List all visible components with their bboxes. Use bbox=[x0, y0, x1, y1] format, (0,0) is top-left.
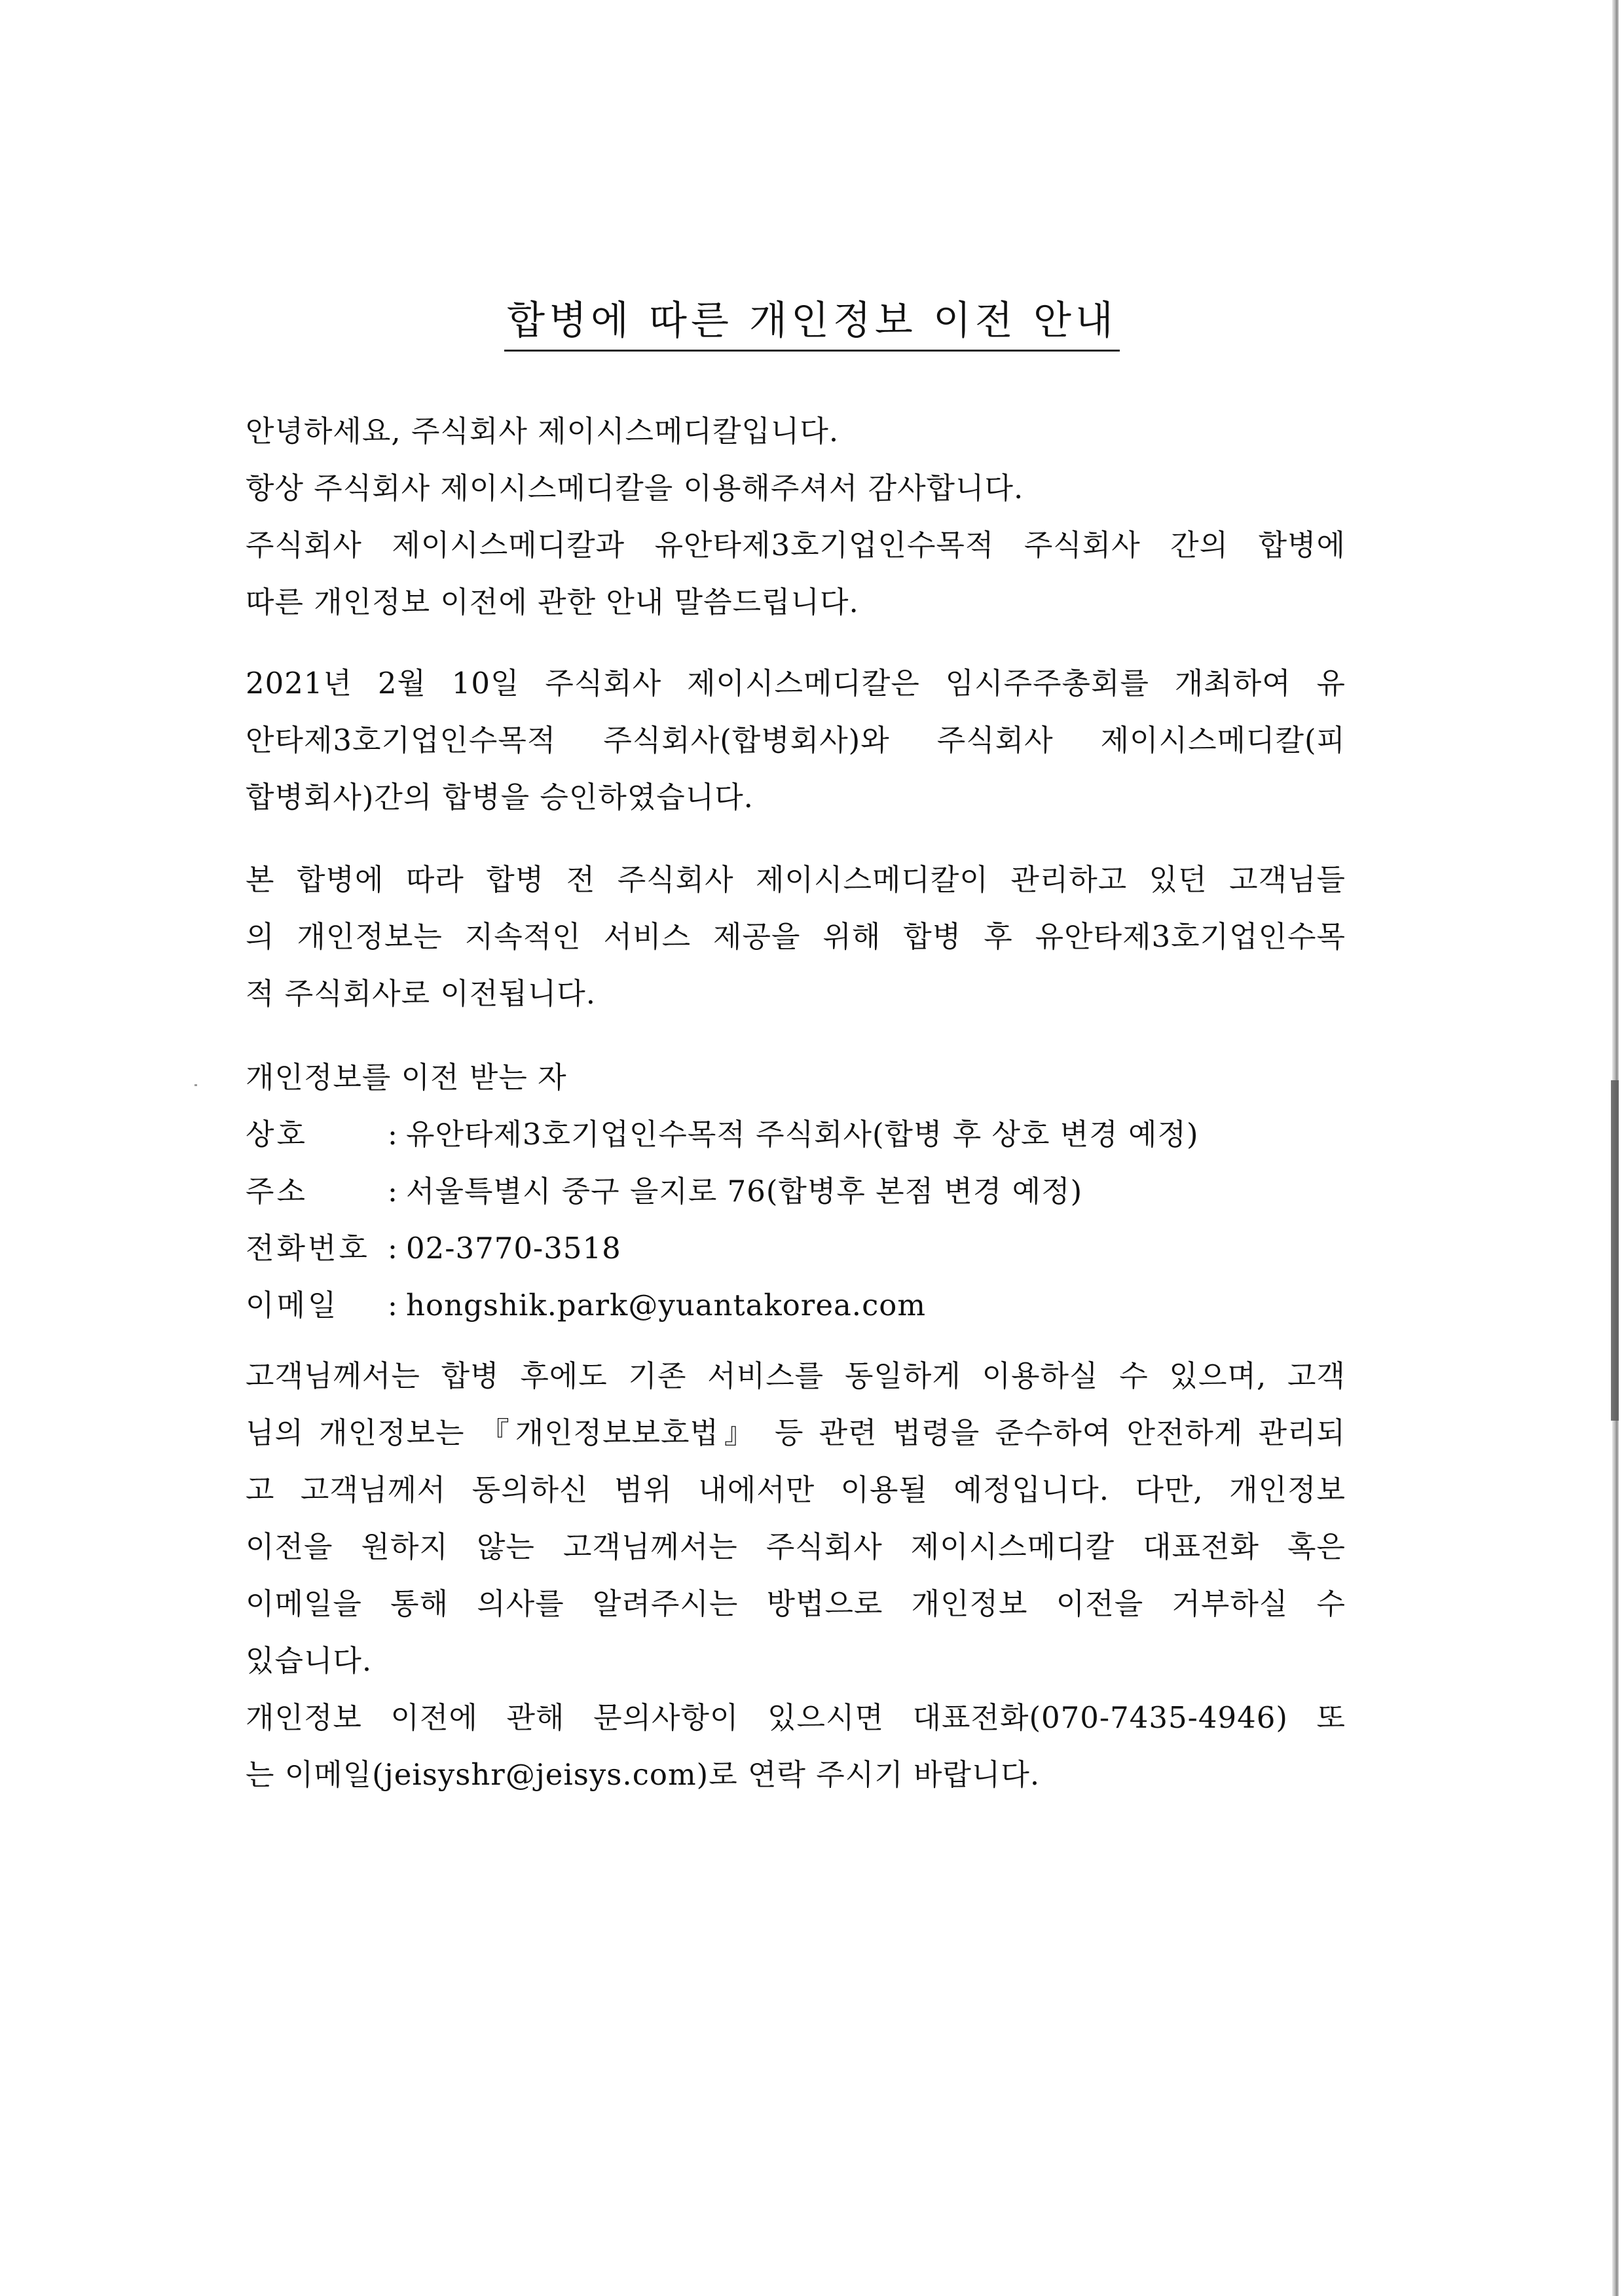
info-colon: : bbox=[387, 1117, 399, 1152]
info-label: 주소 bbox=[246, 1174, 308, 1209]
greeting-line: 따른 개인정보 이전에 관한 안내 말씀드립니다. bbox=[246, 585, 859, 619]
info-colon: : bbox=[387, 1174, 399, 1209]
info-colon: : bbox=[387, 1288, 399, 1322]
approval-line: 합병회사)간의 합병을 승인하였습니다. bbox=[246, 780, 754, 814]
recipient-row-phone bbox=[246, 1220, 1346, 1277]
greeting-line: 안녕하세요, 주식회사 제이시스메디칼입니다. bbox=[246, 414, 840, 448]
document-title-wrap bbox=[0, 295, 1624, 352]
contact-paragraph bbox=[246, 1689, 1346, 1803]
document-title: 합병에 따른 개인정보 이전 안내 bbox=[504, 295, 1120, 352]
transfer-line: 본 합병에 따라 합병 전 주식회사 제이시스메디칼이 관리하고 있던 고객님들 bbox=[246, 862, 1346, 897]
contact-line: 개인정보 이전에 관해 문의사항이 있으시면 대표전화(070-7435-4946) 또 bbox=[246, 1700, 1346, 1735]
contact-line: 는 이메일(jeisyshr@jeisys.com)로 연락 주시기 바랍니다. bbox=[246, 1757, 1041, 1792]
notice-line: 있습니다. bbox=[246, 1643, 373, 1678]
recipient-info bbox=[246, 1049, 1346, 1334]
info-label: 전화번호 bbox=[246, 1231, 370, 1266]
info-value: 서울특별시 중구 을지로 76(합병후 본점 변경 예정) bbox=[406, 1174, 1083, 1209]
greeting-line: 항상 주식회사 제이시스메디칼을 이용해주셔서 감사합니다. bbox=[246, 471, 1024, 505]
scan-edge-dark-band bbox=[1611, 1080, 1619, 1421]
info-label: 이메일 bbox=[246, 1288, 339, 1322]
notice-line: 님의 개인정보는 『개인정보보호법』 등 관련 법령을 준수하여 안전하게 관리되 bbox=[246, 1415, 1346, 1450]
approval-paragraph bbox=[246, 655, 1346, 826]
greeting-line: 주식회사 제이시스메디칼과 유안타제3호기업인수목적 주식회사 간의 합병에 bbox=[246, 528, 1346, 562]
info-value: 02-3770-3518 bbox=[406, 1231, 621, 1266]
info-value: hongshik.park@yuantakorea.com bbox=[406, 1288, 927, 1322]
notice-paragraph bbox=[246, 1347, 1346, 1689]
notice-line: 고객님께서는 합병 후에도 기존 서비스를 동일하게 이용하실 수 있으며, 고객 bbox=[246, 1358, 1346, 1393]
scan-speck bbox=[194, 1084, 197, 1086]
transfer-line: 적 주식회사로 이전됩니다. bbox=[246, 976, 597, 1011]
recipient-row-email bbox=[246, 1277, 1346, 1334]
info-label: 상호 bbox=[246, 1117, 308, 1152]
notice-line: 이전을 원하지 않는 고객님께서는 주식회사 제이시스메디칼 대표전화 혹은 bbox=[246, 1529, 1346, 1564]
recipient-heading: 개인정보를 이전 받는 자 bbox=[246, 1060, 567, 1095]
transfer-paragraph bbox=[246, 851, 1346, 1022]
recipient-row-address bbox=[246, 1163, 1346, 1220]
recipient-row-company bbox=[246, 1106, 1346, 1163]
greeting-paragraph bbox=[246, 403, 1346, 630]
notice-line: 이메일을 통해 의사를 알려주시는 방법으로 개인정보 이전을 거부하실 수 bbox=[246, 1586, 1346, 1621]
approval-line: 2021년 2월 10일 주식회사 제이시스메디칼은 임시주주총회를 개최하여 유 bbox=[246, 666, 1346, 701]
info-value: 유안타제3호기업인수목적 주식회사(합병 후 상호 변경 예정) bbox=[406, 1117, 1199, 1152]
info-colon: : bbox=[387, 1231, 399, 1266]
notice-line: 고 고객님께서 동의하신 범위 내에서만 이용될 예정입니다. 다만, 개인정보 bbox=[246, 1472, 1346, 1507]
approval-line: 안타제3호기업인수목적 주식회사(합병회사)와 주식회사 제이시스메디칼(피 bbox=[246, 723, 1346, 757]
transfer-line: 의 개인정보는 지속적인 서비스 제공을 위해 합병 후 유안타제3호기업인수목 bbox=[246, 919, 1346, 954]
